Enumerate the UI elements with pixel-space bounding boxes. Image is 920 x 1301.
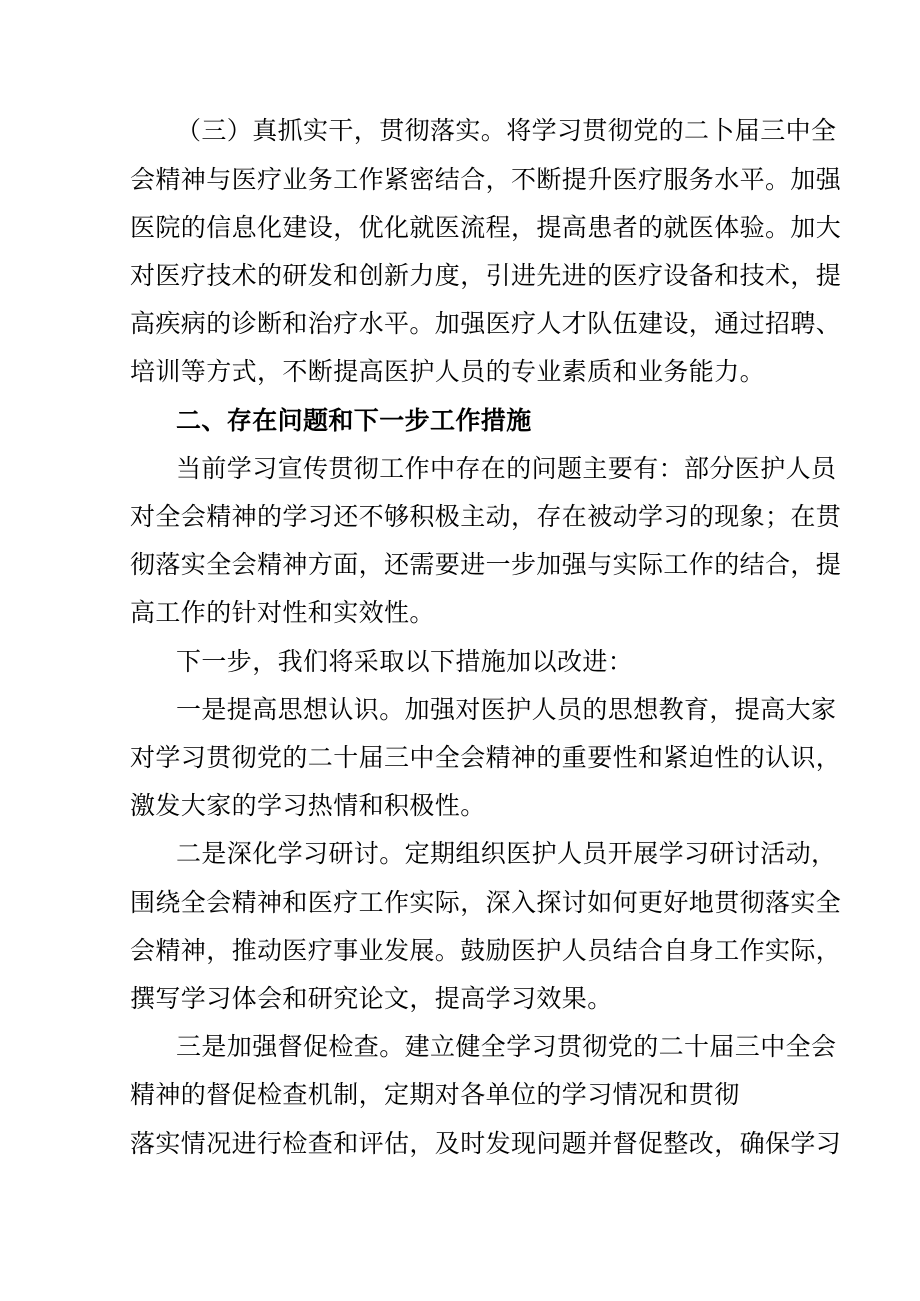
section-heading: 二、存在问题和下一步工作措施 [176, 406, 532, 435]
text-line: 撰写学习体会和研究论文，提高学习效果。 [130, 984, 613, 1013]
text-line: 会精神，推动医疗事业发展。鼓励医护人员结合自身工作实际， [130, 936, 842, 965]
text-line: （三）真抓实干，贯彻落实。将学习贯彻党的二卜届三中全 [176, 116, 837, 145]
text-line: 精神的督促检查机制，定期对各单位的学习情况和贯彻 [130, 1080, 740, 1109]
text-line: 高工作的针对性和实效性。 [130, 598, 435, 627]
text-line: 医院的信息化建设，优化就医流程，提高患者的就医体验。加大 [130, 213, 842, 242]
text-line: 下一步，我们将采取以下措施加以改进： [176, 647, 634, 676]
text-line: 培训等方式，不断提高医护人员的专业素质和业务能力。 [130, 357, 766, 386]
text-line: 落实情况进行检查和评估，及时发现问题并督促整改，确保学习 [130, 1129, 842, 1158]
text-line: 对医疗技术的研发和创新力度，引进先进的医疗设备和技术，提 [130, 261, 842, 290]
text-line: 激发大家的学习热情和积极性。 [130, 791, 486, 820]
text-line: 会精神与医疗业务工作紧密结合，不断提升医疗服务水平。加强 [130, 165, 842, 194]
text-line: 围绕全会精神和医疗工作实际，深入探讨如何更好地贯彻落实全 [130, 888, 842, 917]
text-line: 二是深化学习研讨。定期组织医护人员开展学习研讨活动， [176, 839, 837, 868]
text-line: 对学习贯彻党的二十届三中全会精神的重要性和紧迫性的认识， [130, 743, 842, 772]
text-line: 当前学习宣传贯彻工作中存在的问题主要有：部分医护人员 [176, 454, 837, 483]
text-line: 一是提高思想认识。加强对医护人员的思想教育，提高大家 [176, 695, 837, 724]
text-line: 对全会精神的学习还不够积极主动，存在被动学习的现象；在贯 [130, 502, 842, 531]
text-line: 三是加强督促检查。建立健全学习贯彻党的二十届三中全会 [176, 1032, 837, 1061]
text-line: 彻落实全会精神方面，还需要进一步加强与实际工作的结合，提 [130, 550, 842, 579]
text-line: 高疾病的诊断和治疗水平。加强医疗人才队伍建设，通过招聘、 [130, 309, 842, 338]
